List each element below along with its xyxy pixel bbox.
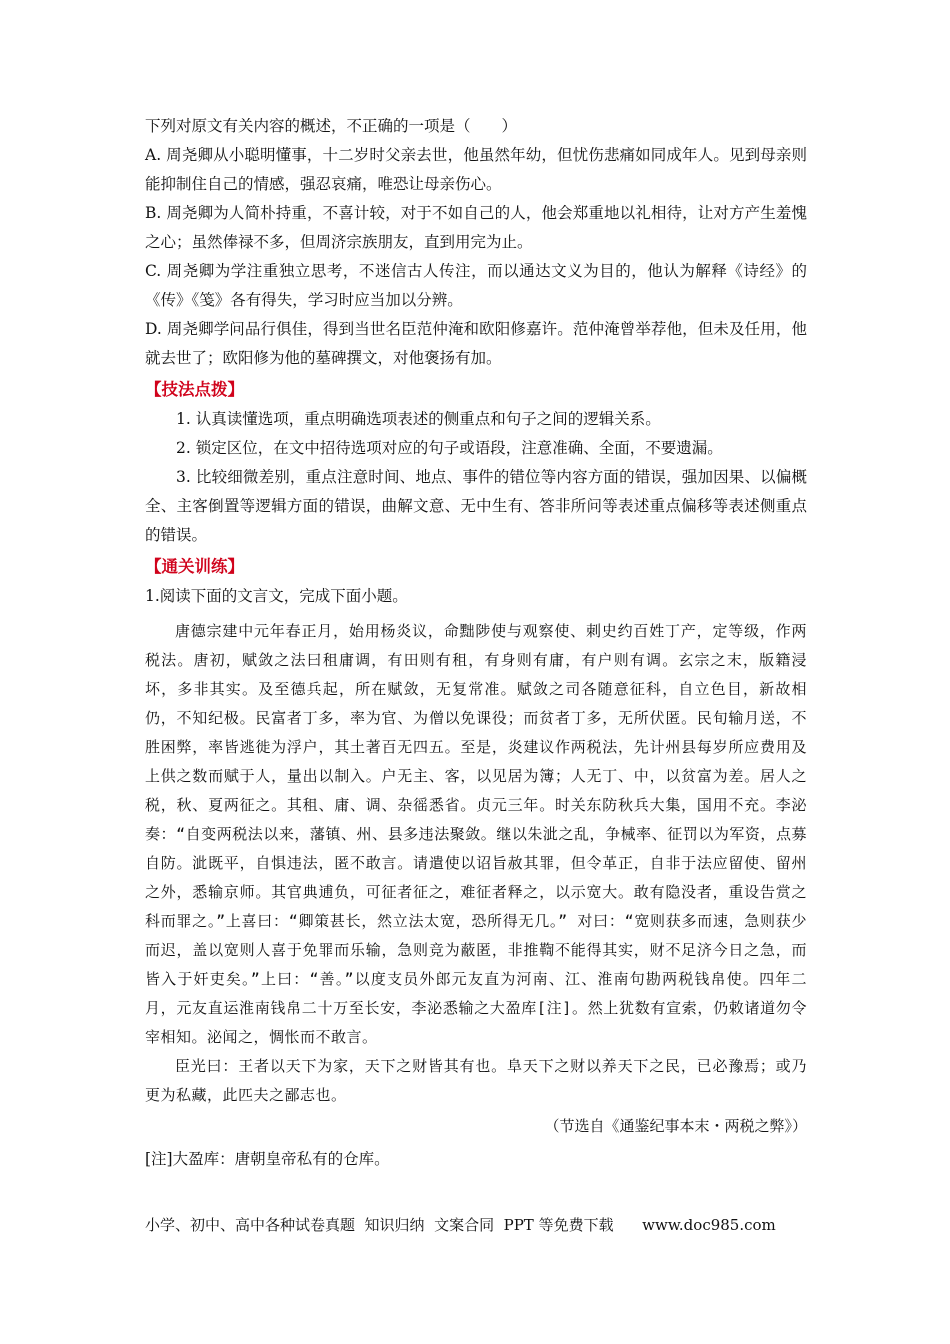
tip-item-2: 2. 锁定区位，在文中招待选项对应的句子或语段，注意准确、全面，不要遗漏。 (176, 439, 723, 457)
passage-paragraph-1: 唐德宗建中元年春正月，始用杨炎议，命黜陟使与观察使、刺史约百姓丁产，定等级，作两税法。唐初，赋敛之法曰租庸调，有田则有租，有身则有庸，有户则有调。玄宗之末，版籍浸坏，多非其实。及至德兵起，所在赋敛，无复常准。赋敛之司各随意征科，自立色目，新故相仍，不知纪极。民富者丁多，率为官、为僧以免课役；而贫者丁多，无所伏匿。民旬输月送，不胜困弊，率皆逃徙为浮户，其土著百无四五。至是，炎建议作两税法，先计州县每岁所应费用及上供之数而赋于人，量出以制入。户无主、客，以见居为簿；人无丁、中，以贫富为差。居人之税，秋、夏两征之。其租、庸、调、杂徭悉省。贞元三年。时关东防秋兵大集，国用不充。李泌奏：“自变两税法以来，藩镇、州、县多违法聚敛。继以朱泚之乱，争械率、征罚以为军资，点募自防。泚既平，自惧违法，匿不敢言。请遣使以诏旨赦其罪，但令革正，自非于法应留使、留州之外，悉输京师。其官典逋负，可征者征之，难征者释之，以示宽大。敢有隐没者，重设告赏之科而罪之。”上喜曰：“卿策甚长，然立法太宽，恐所得无几。” 对曰：“宽则获多而速，急则获少而迟，盖以宽则人喜于免罪而乐输，急则竞为蔽匿，非推鞫不能得其实，财不足济今日之急，而皆入于奸吏矣。”上曰：“善。”以度支员外郎元友直为河南、江、淮南句勘两税钱帛使。四年二月，元友直运淮南钱帛二十万至长安，李泌悉输之大盈库[注]。然上犹数有宣索，仍敕诸道勿令宰相知。泌闻之，惆怅而不敢言。 (145, 622, 807, 1046)
option-d: D. 周尧卿学问品行俱佳，得到当世名臣范仲淹和欧阳修嘉许。范仲淹曾举荐他，但未及任用，他就去世了；欧阳修为他的墓碑撰文，对他褒扬有加。 (145, 320, 807, 367)
practice-heading: 【通关训练】 (145, 557, 244, 576)
practice-instruction: 1.阅读下面的文言文，完成下面小题。 (145, 587, 408, 605)
tip-item-1: 1. 认真读懂选项，重点明确选项表述的侧重点和句子之间的逻辑关系。 (176, 410, 661, 428)
option-c: C. 周尧卿为学注重独立思考，不迷信古人传注，而以通达文义为目的，他认为解释《诗经》的《传》《笺》各有得失，学习时应当加以分辨。 (145, 262, 807, 309)
option-b: B. 周尧卿为人简朴持重，不喜计较，对于不如自己的人，他会郑重地以礼相待，让对方产生羞愧之心；虽然俸禄不多，但周济宗族朋友，直到用完为止。 (145, 204, 807, 251)
question-stem: 下列对原文有关内容的概述，不正确的一项是（ ） (145, 117, 518, 135)
passage-source: （节选自《通鉴纪事本末・两税之弊》） (544, 1117, 807, 1135)
footnote: [注]大盈库：唐朝皇帝私有的仓库。 (145, 1150, 390, 1168)
passage-paragraph-2: 臣光曰：王者以天下为家，天下之财皆其有也。阜天下之财以养天下之民，已必豫焉；或乃更为私藏，此匹夫之鄙志也。 (145, 1057, 807, 1104)
page-footer: 小学、初中、高中各种试卷真题 知识归纳 文案合同 PPT 等免费下载 www.doc985.com (145, 1216, 776, 1234)
page-content (145, 112, 807, 1174)
tip-item-3: 3. 比较细微差别，重点注意时间、地点、事件的错位等内容方面的错误，强加因果、以偏概全、主客倒置等逻辑方面的错误，曲解文意、无中生有、答非所问等表述重点偏移等表述侧重点的错误。 (145, 468, 807, 544)
tips-heading: 【技法点拨】 (145, 380, 244, 399)
option-a: A. 周尧卿从小聪明懂事，十二岁时父亲去世，他虽然年幼，但忧伤悲痛如同成年人。见到母亲则能抑制住自己的情感，强忍哀痛，唯恐让母亲伤心。 (145, 146, 807, 193)
